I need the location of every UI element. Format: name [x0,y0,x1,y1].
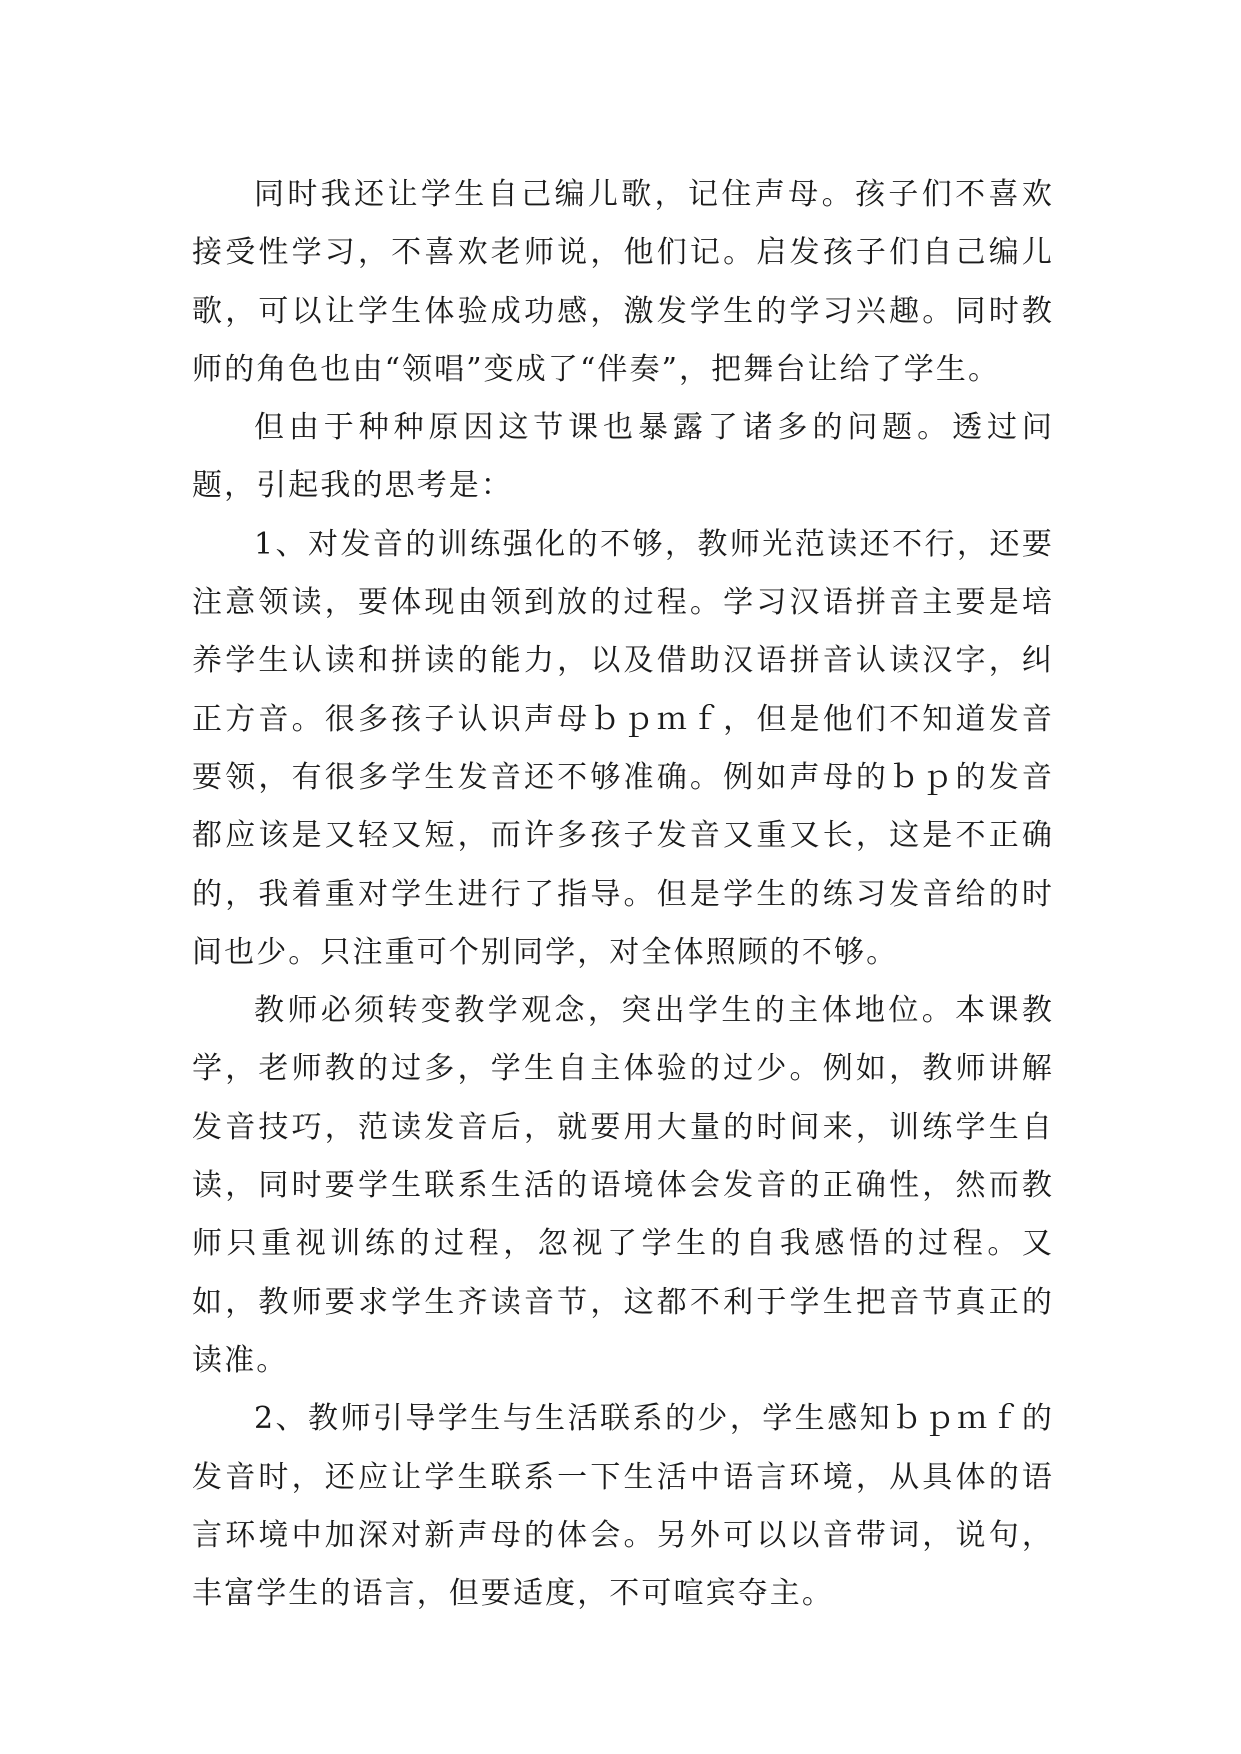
paragraph-1: 同时我还让学生自己编儿歌，记住声母。孩子们不喜欢接受性学习，不喜欢老师说，他们记。启发孩子们自己编儿歌，可以让学生体验成功感，激发学生的学习兴趣。同时教师的角色也由“领唱”变成了“伴奏”，把舞台让给了学生。 [192,177,1054,387]
document-body [192,166,1054,1623]
paragraph-4: 教师必须转变教学观念，突出学生的主体地位。本课教学，老师教的过多，学生自主体验的过少。例如，教师讲解发音技巧，范读发音后，就要用大量的时间来，训练学生自读，同时要学生联系生活的语境体会发音的正确性，然而教师只重视训练的过程，忽视了学生的自我感悟的过程。又如，教师要求学生齐读音节，这都不利于学生把音节真正的读准。 [192,993,1054,1378]
paragraph-5: 2、教师引导学生与生活联系的少，学生感知ｂｐｍｆ的发音时，还应让学生联系一下生活中语言环境，从具体的语言环境中加深对新声母的体会。另外可以以音带词，说句，丰富学生的语言，但要适度，不可喧宾夺主。 [192,1401,1054,1612]
paragraph-2: 但由于种种原因这节课也暴露了诸多的问题。透过问题，引起我的思考是： [192,410,1054,504]
paragraph-3: 1、对发音的训练强化的不够，教师光范读还不行，还要注意领读，要体现由领到放的过程。学习汉语拼音主要是培养学生认读和拼读的能力，以及借助汉语拼音认读汉字，纠正方音。很多孩子认识声母ｂｐｍｆ，但是他们不知道发音要领，有很多学生发音还不够准确。例如声母的ｂｐ的发音都应该是又轻又短，而许多孩子发音又重又长，这是不正确的，我着重对学生进行了指导。但是学生的练习发音给的时间也少。只注重可个别同学，对全体照顾的不够。 [192,526,1054,970]
